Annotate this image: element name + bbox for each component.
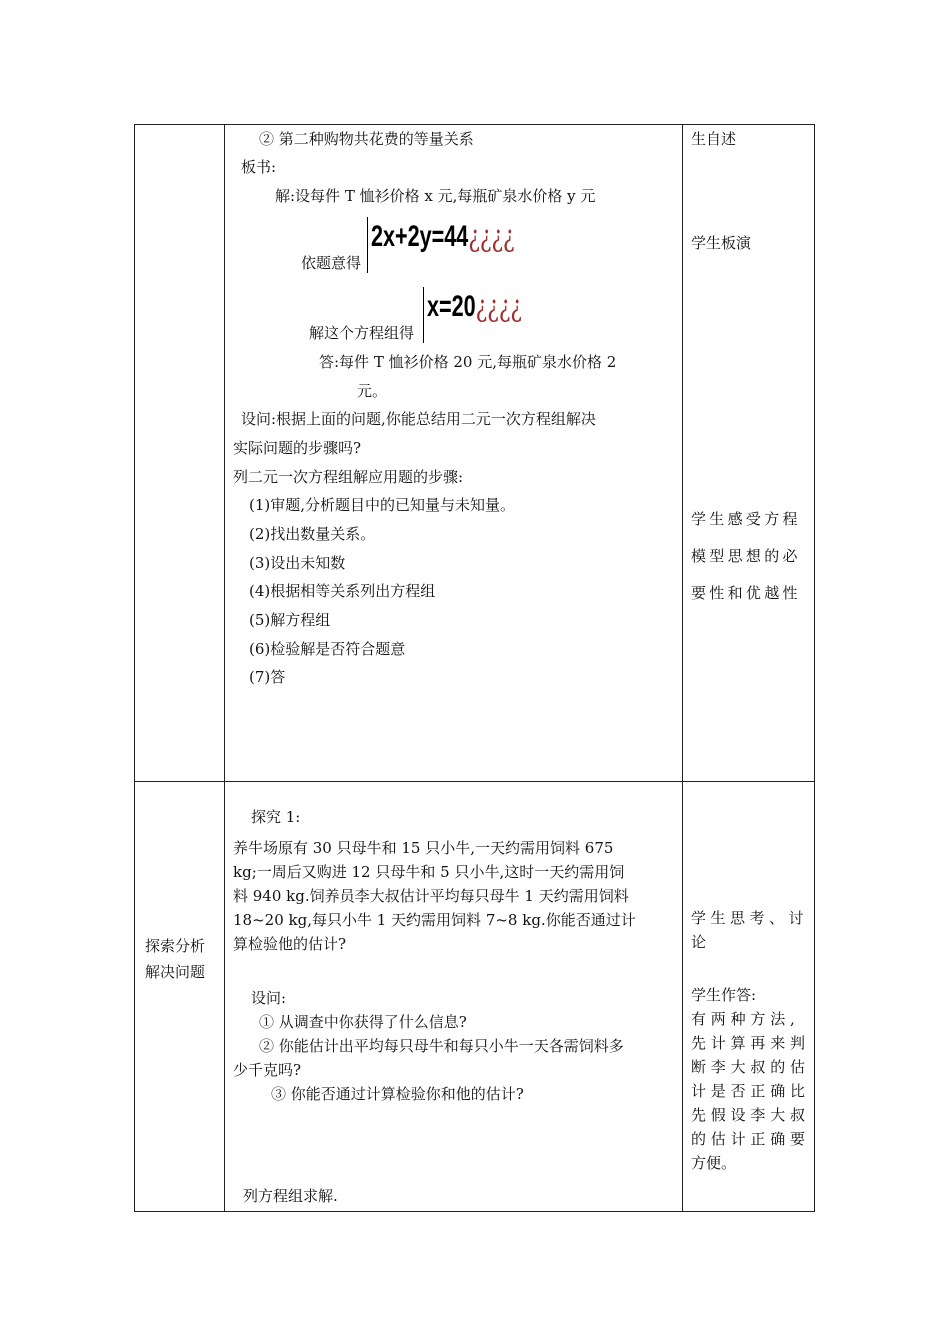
equation-2: x=20¿¿¿¿ xyxy=(427,289,522,324)
board-work-note: 学生板演 xyxy=(691,234,752,252)
answer-title: 学生作答: xyxy=(691,986,757,1004)
answer-line-2: 元。 xyxy=(357,382,388,400)
solution-setup: 解:设每件 T 恤衫价格 x 元,每瓶矿泉水价格 y 元 xyxy=(275,187,596,205)
equation-brace xyxy=(367,217,368,273)
problem-line: 料 940 kg.饲养员李大叔估计平均每只母牛 1 天约需用饲料 xyxy=(233,887,629,905)
answer-note-line: 方便。 xyxy=(691,1154,737,1172)
feel-note-line: 模型思想的必 xyxy=(691,547,801,565)
stage-label-cell xyxy=(135,782,225,1212)
ask-heading: 设问: xyxy=(251,989,287,1007)
feel-note-line: 要性和优越性 xyxy=(691,584,801,602)
step-item: (2)找出数量关系。 xyxy=(249,525,376,543)
answer-note-line: 断李大叔的估 xyxy=(691,1058,810,1076)
student-activity-cell xyxy=(683,125,815,782)
label-cell-empty xyxy=(135,125,225,782)
student-activity-cell xyxy=(683,782,815,1212)
feel-note-line: 学生感受方程 xyxy=(691,510,801,528)
step-item: (3)设出未知数 xyxy=(249,554,346,572)
table-row xyxy=(135,125,815,782)
item-2-heading: ② 第二种购物共花费的等量关系 xyxy=(259,130,474,148)
question-item: 少千克吗? xyxy=(233,1061,302,1079)
question-item: ② 你能估计出平均每只母牛和每只小牛一天各需饲料多 xyxy=(259,1037,624,1055)
question-line-1: 设问:根据上面的问题,你能总结用二元一次方程组解决 xyxy=(241,410,596,428)
step-item: (7)答 xyxy=(249,668,286,686)
table-row xyxy=(135,782,815,1212)
board-label: 板书: xyxy=(241,158,277,176)
teaching-content-cell xyxy=(225,782,683,1212)
step-item: (5)解方程组 xyxy=(249,611,331,629)
teaching-content-cell xyxy=(225,125,683,782)
answer-note-line: 先计算再来判 xyxy=(691,1034,810,1052)
problem-line: kg;一周后又购进 12 只母牛和 5 只小牛,这时一天约需用饲 xyxy=(233,863,625,881)
step-item: (6)检验解是否符合题意 xyxy=(249,640,406,658)
step-item: (1)审题,分析题目中的已知量与未知量。 xyxy=(249,496,516,514)
self-talk-note: 生自述 xyxy=(691,130,737,148)
solution-brace xyxy=(423,287,424,343)
problem-line: 养牛场原有 30 只母牛和 15 只小牛,一天约需用饲料 675 xyxy=(233,839,614,857)
steps-title: 列二元一次方程组解应用题的步骤: xyxy=(233,468,464,486)
problem-line: 算检验他的估计? xyxy=(233,935,347,953)
answer-line-1: 答:每件 T 恤衫价格 20 元,每瓶矿泉水价格 2 xyxy=(319,353,617,371)
equation-1: 2x+2y=44¿¿¿¿ xyxy=(371,219,515,254)
lesson-plan-table xyxy=(134,124,815,1212)
solve-system-label: 解这个方程组得 xyxy=(309,324,415,342)
stage-label-line: 解决问题 xyxy=(145,963,206,981)
explore-heading: 探究 1: xyxy=(251,808,301,826)
stage-label-line: 探索分析 xyxy=(145,937,206,955)
think-note: 论 xyxy=(691,933,707,951)
answer-note-line: 有两种方法, xyxy=(691,1010,800,1028)
question-line-2: 实际问题的步骤吗? xyxy=(233,439,362,457)
question-item: ③ 你能否通过计算检验你和他的估计? xyxy=(271,1085,524,1103)
solve-instruction: 列方程组求解. xyxy=(243,1187,338,1205)
problem-line: 18~20 kg,每只小牛 1 天约需用饲料 7~8 kg.你能否通过计 xyxy=(233,911,636,929)
question-item: ① 从调查中你获得了什么信息? xyxy=(259,1013,467,1031)
by-meaning-label: 依题意得 xyxy=(301,254,362,272)
answer-note-line: 计是否正确比 xyxy=(691,1082,810,1100)
step-item: (4)根据相等关系列出方程组 xyxy=(249,582,436,600)
think-note: 学生思考、讨 xyxy=(691,909,809,927)
answer-note-line: 的估计正确要 xyxy=(691,1130,810,1148)
answer-note-line: 先假设李大叔 xyxy=(691,1106,810,1124)
